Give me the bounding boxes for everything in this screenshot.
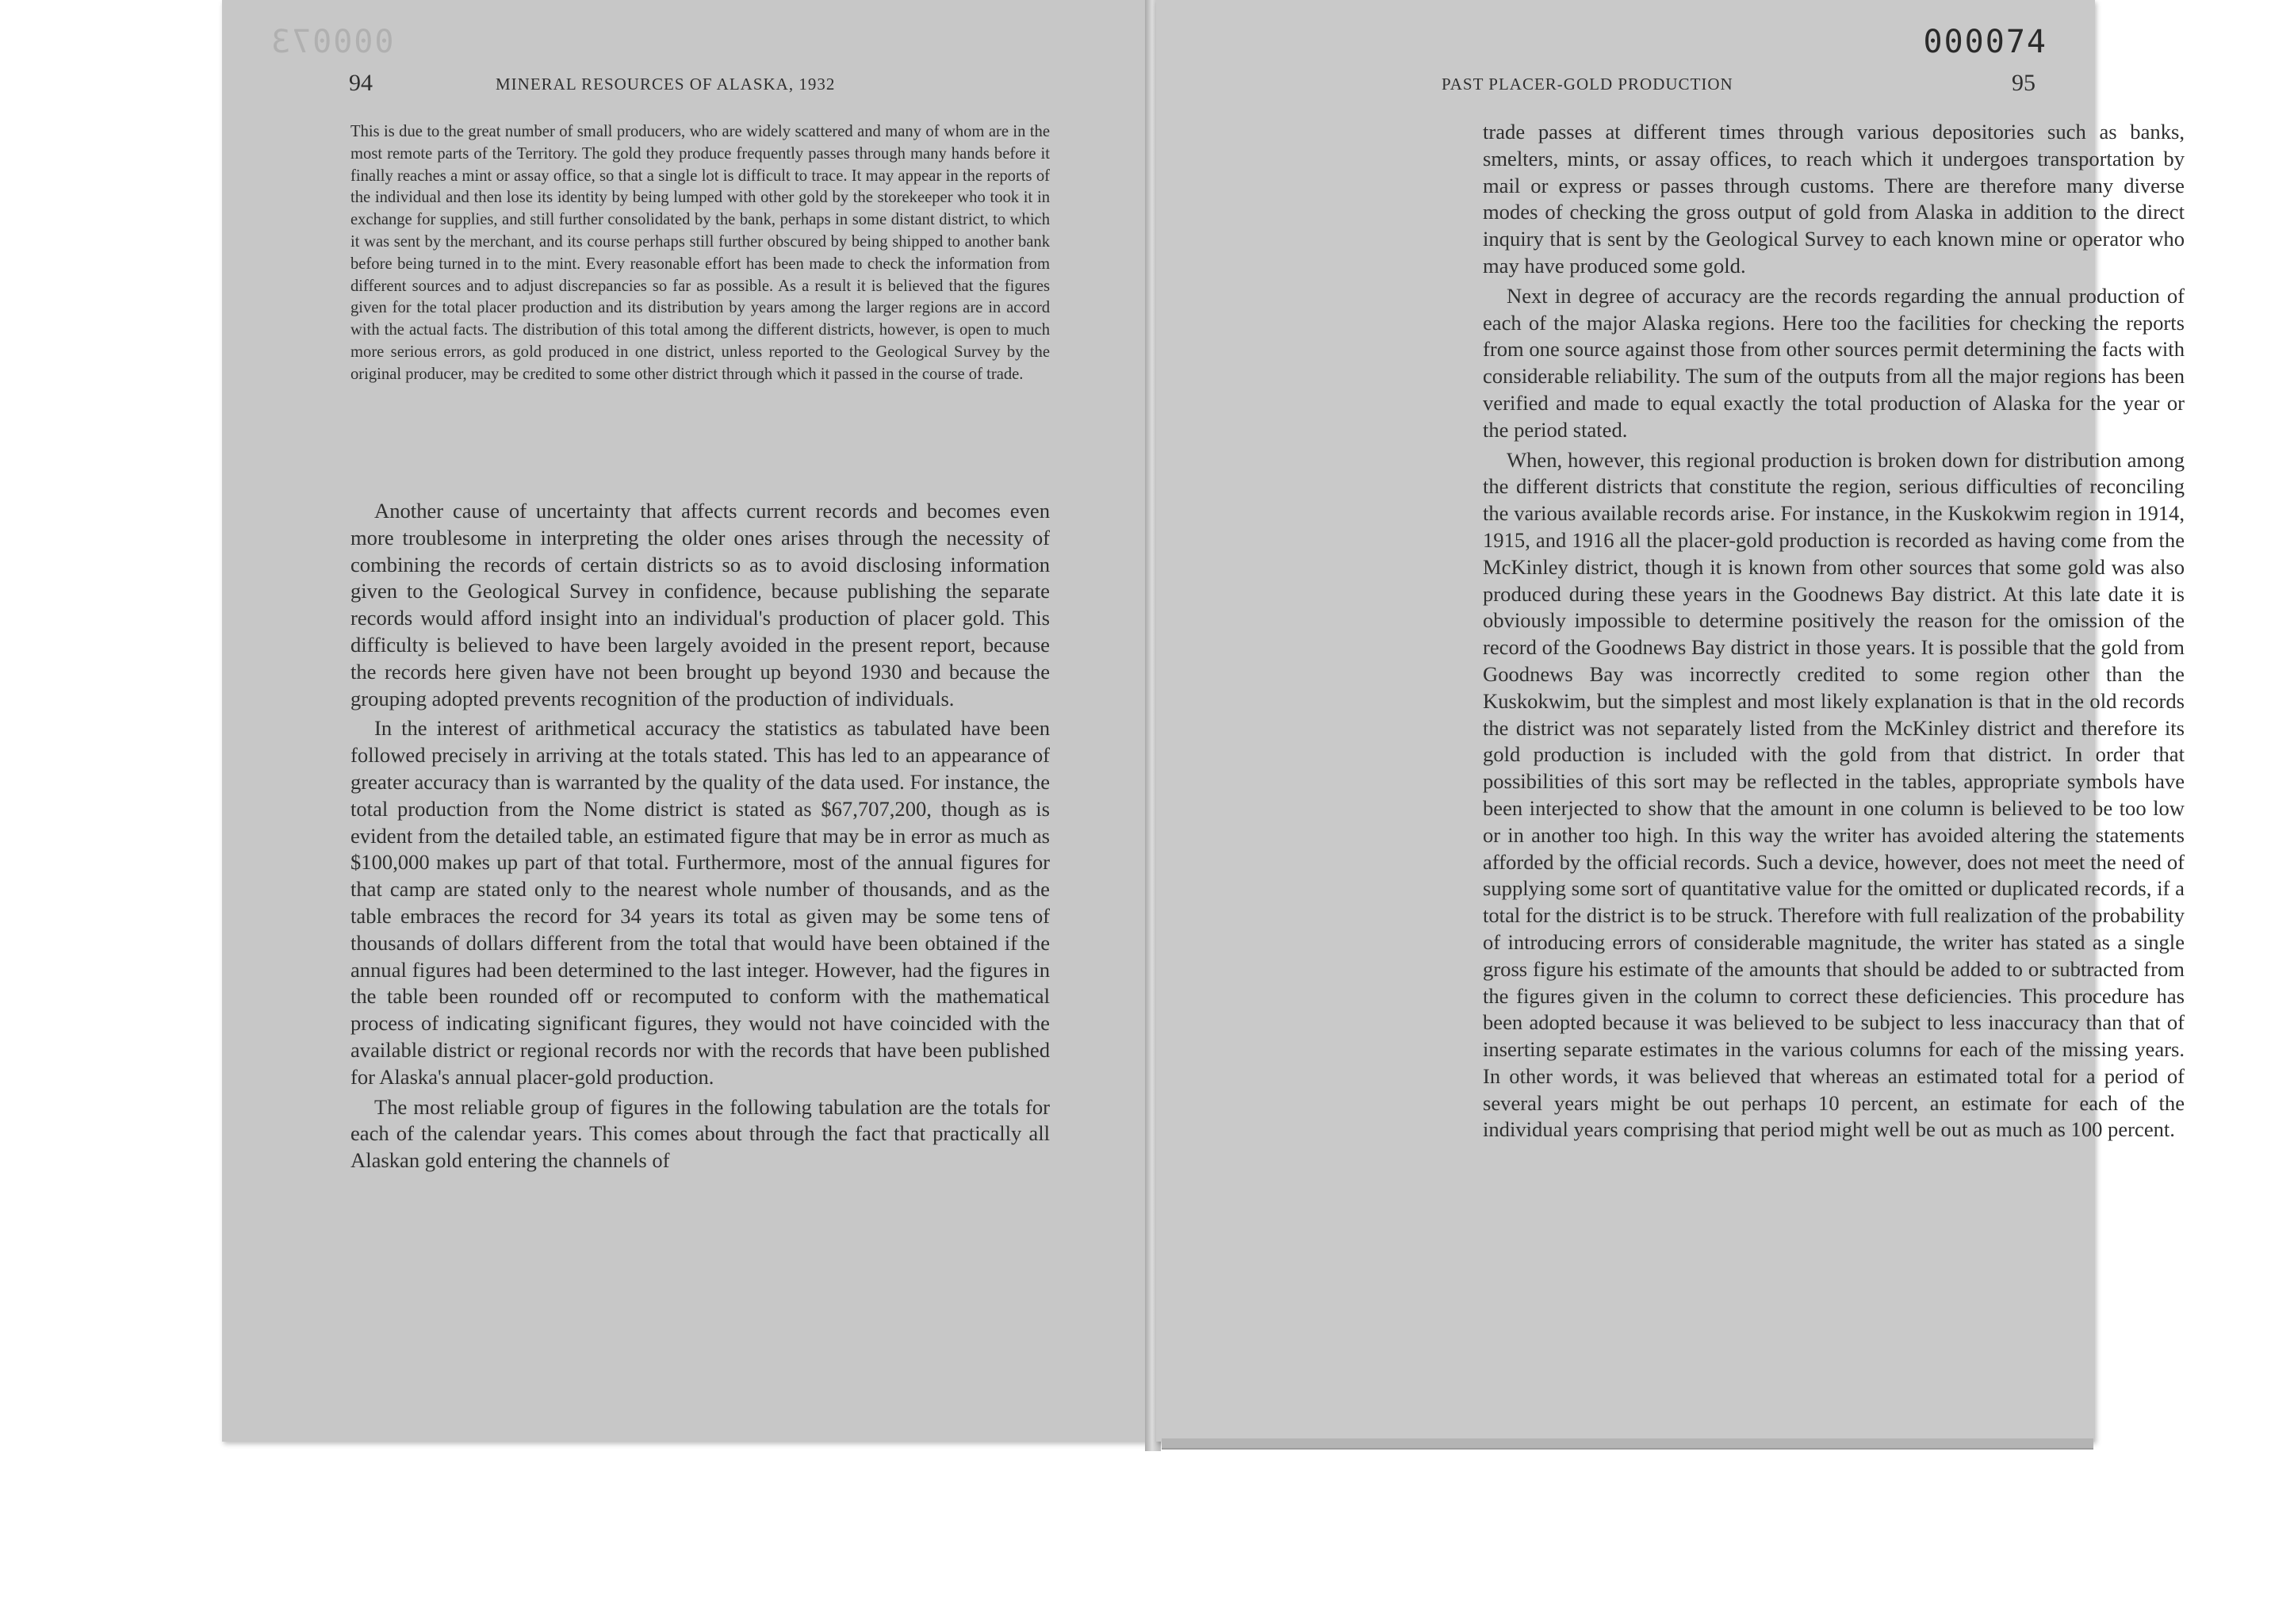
right-running-head: PAST PLACER-GOLD PRODUCTION [1442, 75, 1733, 94]
left-running-head: MINERAL RESOURCES OF ALASKA, 1932 [496, 75, 836, 94]
left-body-text [350, 498, 1050, 1174]
left-page-number: 94 [349, 70, 373, 96]
paragraph-uncertainty: Another cause of uncertainty that affects current records and becomes even more troublesome in interpreting the older ones arises through the necessity of combining the records of certain districts so as to avoid disclosing information given to the Geological Survey in confidence, because publishing the separate records would afford insight into an individual's production of placer gold. This difficulty is believed to have been largely avoided in the present report, because the records here given have not been brought up beyond 1930 and because the grouping adopted prevents recognition of the production of individuals. [350, 499, 1050, 710]
left-page [222, 0, 1150, 1442]
small-paragraph: This is due to the great number of small producers, who are widely scattered and many of whom are in the most remote parts of the Territory. The gold they produce frequently passes through many hands before it finally reaches a mint or assay office, so that a single lot is difficult to trace. It may appear in the reports of the individual and then lose its identity by being lumped with other gold by the storekeeper who took it in exchange for supplies, and still further consolidated by the bank, perhaps in some distant district, to which it was sent by the merchant, and its course perhaps still further obscured by being shipped to another bank before being turned in to the mint. Every reasonable effort has been made to check the information from different sources and to adjust discrepancies so far as possible. As a result it is believed that the figures given for the total placer production and its distribution by years among the larger regions are in accord with the actual facts. The distribution of this total among the different districts, however, is open to much more serious errors, as gold produced in one district, unless reported to the Geological Survey by the original producer, may be credited to some other district through which it passed in the course of trade. [350, 123, 1050, 383]
right-page [1156, 0, 2185, 1442]
paragraph-regional-records: Next in degree of accuracy are the records regarding the annual production of each of the major Alaska regions. Here too the facilities for checking the reports from one source against those from other sources permit determining the facts with considerable reliability. The sum of the outputs from all the major regions has been verified and made to equal exactly the total production of Alaska for the year or the period stated. [1483, 283, 2185, 442]
paragraph-reliable-figures: The most reliable group of figures in the following tabulation are the totals for each of the calendar years. This comes about through the fact that practically all Alaskan gold entering the channels of [350, 1094, 1050, 1173]
paragraph-district-breakdown: When, however, this regional production is broken down for distribution among the different districts that constitute the region, serious difficulties of reconciling the various available records arise. For instance, in the Kuskokwim region in 1914, 1915, and 1916 all the placer-gold production is recorded as having come from the McKinley district, though it is known from other sources that some gold was also produced during these years in the Goodnews Bay district. At this late date it is obviously impossible to determine positively the reason for the omission of the record of the Goodnews Bay district in those years. It is possible that the gold from Goodnews Bay was incorrectly credited to some region other than the Kuskokwim, but the simplest and most likely explanation is that in the old records the district was not separately listed from the McKinley district and therefore its gold production is included with the gold from that district. In order that possibilities of this sort may be reflected in the tables, appropriate symbols have been interjected to show that the amount in one column is believed to be too low or in another too high. In this way the writer has avoided altering the statements afforded by the official records. Such a device, however, does not meet the need of supplying some sort of quantitative value for the omitted or duplicated records, if a total for the district is to be struck. Therefore with full realization of the probability of introducing errors of considerable magnitude, the writer has stated as a single gross figure his estimate of the amounts that should be added to or subtracted from the figures given in the column to correct these deficiencies. This procedure has been adopted because it was believed to be subject to less inaccuracy than that of inserting separate estimates in the various columns for each of the missing years. In other words, it was believed that whereas an estimated total for a period of several years might be out perhaps 10 percent, an estimate for each of the individual years comprising that period might well be out as much as 100 percent. [1483, 447, 2185, 1142]
left-page-stamp: 000073 [270, 24, 394, 60]
paragraph-trade-passes: trade passes at different times through various depositories such as banks, smelters, mints, or assay offices, to reach which it undergoes transportation by mail or express or passes through customs. There are therefore many diverse modes of checking the gross output of gold from Alaska in addition to the direct inquiry that is sent by the Geological Survey to each known mine or operator who may have produced some gold. [1483, 120, 2185, 278]
right-page-number: 95 [2012, 70, 2035, 96]
right-body-text [1483, 119, 2185, 1143]
left-small-text-block [350, 121, 1050, 386]
paragraph-accuracy: In the interest of arithmetical accuracy the statistics as tabulated have been followed precisely in arriving at the totals stated. This has led to an appearance of greater accuracy than is warranted by the quality of the data used. For instance, the total production from the Nome district is stated as $67,707,200, though as is evident from the detailed table, an estimated figure that may be in error as much as $100,000 makes up part of that total. Furthermore, most of the annual figures for that camp are stated only to the nearest whole number of thousands, and as the table embraces the record for 34 years its total as given may be some tens of thousands of dollars different from the total that would have been obtained if the annual figures had been determined to the last integer. However, had the figures in the table been rounded off or recomputed to conform with the mathematical process of indicating significant figures, they would not have coincided with the available district or regional records nor with the records that have been published for Alaska's annual placer-gold production. [350, 716, 1050, 1089]
book-spread [222, 0, 2185, 1451]
page-stack-edge [1162, 1438, 2093, 1450]
right-page-stamp: 000074 [1923, 24, 2047, 60]
